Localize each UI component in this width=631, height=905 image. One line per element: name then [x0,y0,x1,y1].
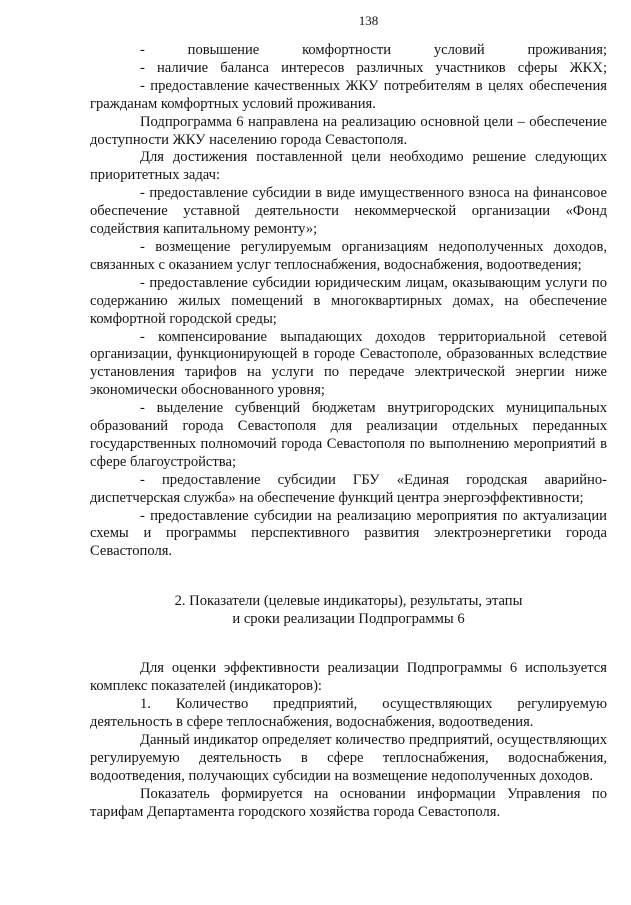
list-item: - предоставление субсидии на реализацию мероприятия по актуализации схемы и программы перспективного развития электроэнергетики города Севастополя. [90,507,607,560]
section-heading-line: 2. Показатели (целевые индикаторы), результаты, этапы [174,593,523,610]
list-item: - предоставление субсидии юридическим лицам, оказывающим услуги по содержанию жилых помещений в многоквартирных домах, на обеспечение комфортной городской среды; [90,274,607,327]
list-item: - выделение субвенций бюджетам внутригородских муниципальных образований города Севастополя для реализации отдельных переданных государственных полномочий города Севастополя по выполнению мероприятий в сфере благоустройства; [90,400,607,470]
list-item: - повышение комфортности условий проживания; [140,42,607,58]
list-item: - предоставление субсидии в виде имущественного взноса на финансовое обеспечение уставной деятельности некоммерческой организации «Фонд содействия капитальному ремонту»; [90,185,607,238]
body-text-bottom [90,660,607,821]
paragraph: Данный индикатор определяет количество предприятий, осуществляющих регулируемую деятельность в сфере теплоснабжения, водоснабжения, водоотведения, получающих субсидии на возмещение недополученных доходов. [90,731,607,784]
paragraph: Подпрограмма 6 направлена на реализацию основной цели – обеспечение доступности ЖКУ населению города Севастополя. [90,113,607,148]
page-number: 138 [358,13,379,28]
paragraph: Показатель формируется на основании информации Управления по тарифам Департамента городского хозяйства города Севастополя. [90,785,607,820]
list-item: - предоставление качественных ЖКУ потребителям в целях обеспечения гражданам комфортных условий проживания. [90,77,607,112]
list-item: - компенсирование выпадающих доходов территориальной сетевой организации, функционирующей в городе Севастополе, образованных вследствие установления тарифов на услуги по передаче электрической энергии ниже экономически обоснованного уровня; [90,328,607,399]
section-heading [90,592,607,628]
paragraph: 1. Количество предприятий, осуществляющих регулируемую деятельность в сфере теплоснабжения, водоснабжения, водоотведения. [90,696,607,730]
body-text-top [90,42,607,561]
section-heading-line: и сроки реализации Подпрограммы 6 [232,611,465,628]
list-item: - наличие баланса интересов различных участников сферы ЖКХ; [140,59,607,76]
list-item: - предоставление субсидии ГБУ «Единая городская аварийно-диспетчерская служба» на обеспечение функций центра энергоэффективности; [90,471,607,506]
list-item: - возмещение регулируемым организациям недополученных доходов, связанных с оказанием услуг теплоснабжения, водоснабжения, водоотведения; [90,238,607,273]
paragraph: Для достижения поставленной цели необходимо решение следующих приоритетных задач: [90,149,607,184]
paragraph: Для оценки эффективности реализации Подпрограммы 6 используется комплекс показателей (индикаторов): [90,660,607,695]
